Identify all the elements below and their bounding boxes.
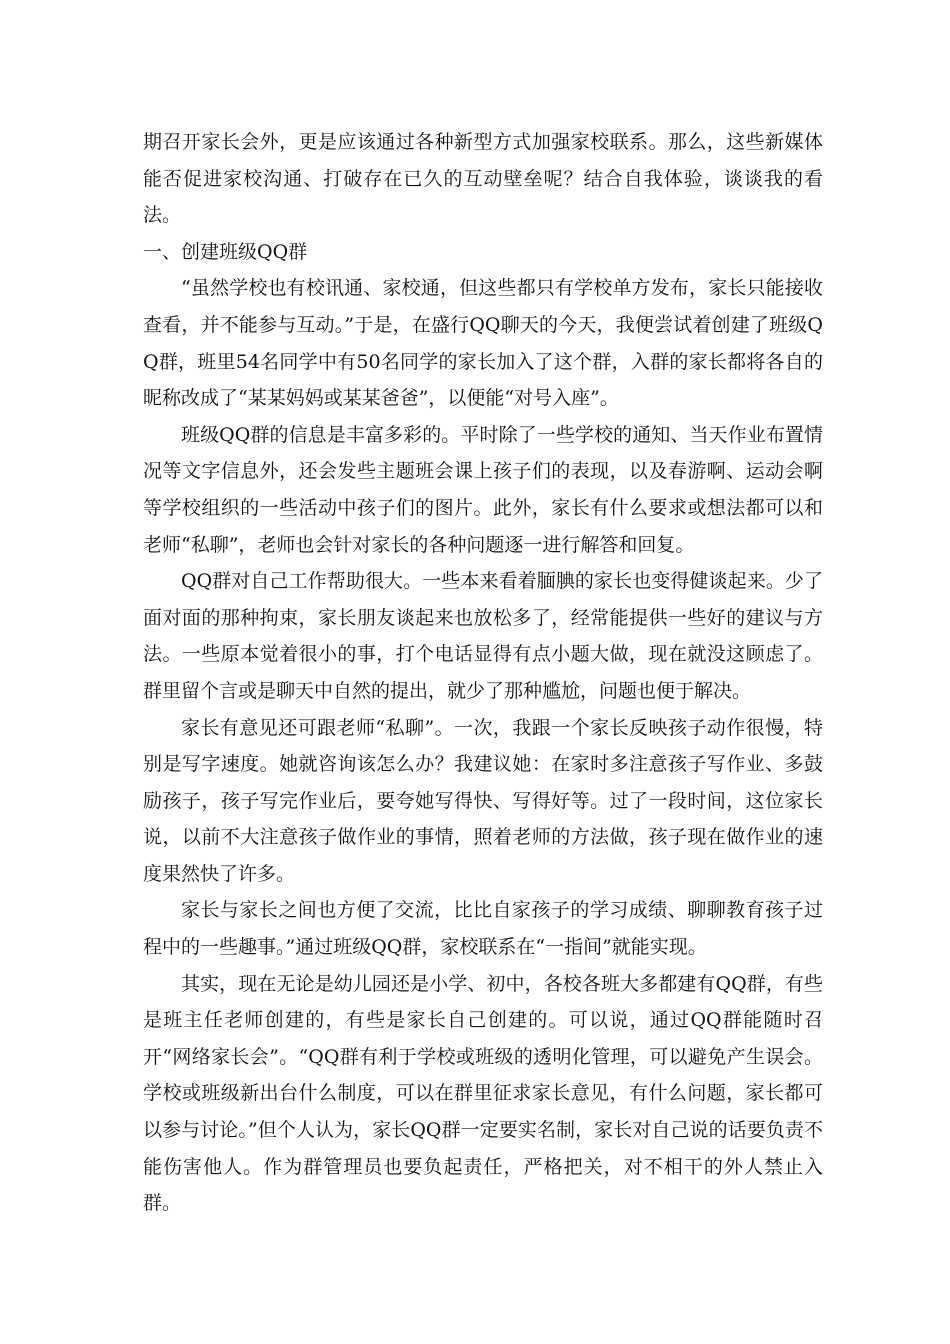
paragraph-4: 家长有意见还可跟老师“私聊”。一次，我跟一个家长反映孩子动作很慢，特别是写字速度。她就咨询该怎么办？我建议她：在家时多注意孩子写作业、多鼓励孩子，孩子写完作业后，要夸她写得快、写得好等。过了一段时间，这位家长说，以前不大注意孩子做作业的事情，照着老师的方法做，孩子现在做作业的速度果然快了许多。	[143, 716, 823, 885]
paragraph-2: 班级QQ群的信息是丰富多彩的。平时除了一些学校的通知、当天作业布置情况等文字信息外，还会发些主题班会课上孩子们的表现，以及春游啊、运动会啊等学校组织的一些活动中孩子们的图片。此外，家长有什么要求或想法都可以和老师“私聊”，老师也会针对家长的各种问题逐一进行解答和回复。	[143, 423, 823, 556]
paragraph-3: QQ群对自己工作帮助很大。一些本来看着腼腆的家长也变得健谈起来。少了面对面的那种拘束，家长朋友谈起来也放松多了，经常能提供一些好的建议与方法。一些原本觉着很小的事，打个电话显得有点小题大做，现在就没这顾虑了。群里留个言或是聊天中自然的提出，就少了那种尴尬，问题也便于解决。	[143, 570, 823, 702]
opening-paragraph: 期召开家长会外，更是应该通过各种新型方式加强家校联系。那么，这些新媒体能否促进家校沟通、打破存在已久的互动壁垒呢？结合自我体验，谈谈我的看法。	[143, 131, 823, 227]
section-heading: 一、创建班级QQ群	[143, 240, 308, 263]
document-page	[143, 124, 823, 1222]
paragraph-1: “虽然学校也有校讯通、家校通，但这些都只有学校单方发布，家长只能接收查看，并不能参与互动。”于是，在盛行QQ聊天的今天，我便尝试着创建了班级QQ群，班里54名同学中有50名同学的家长加入了这个群，入群的家长都将各自的昵称改成了“某某妈妈或某某爸爸”，以便能“对号入座”。	[143, 277, 823, 410]
paragraph-5: 家长与家长之间也方便了交流，比比自家孩子的学习成绩、聊聊教育孩子过程中的一些趣事。”通过班级QQ群，家校联系在“一指间”就能实现。	[143, 899, 823, 959]
paragraph-6: 其实，现在无论是幼儿园还是小学、初中，各校各班大多都建有QQ群，有些是班主任老师创建的，有些是家长自己创建的。可以说，通过QQ群能随时召开“网络家长会”。“QQ群有利于学校或班级的透明化管理，可以避免产生误会。学校或班级新出台什么制度，可以在群里征求家长意见，有什么问题，家长都可以参与讨论。”但个人认为，家长QQ群一定要实名制，家长对自己说的话要负责不能伤害他人。作为群管理员也要负起责任，严格把关，对不相干的外人禁止入群。	[143, 972, 823, 1215]
